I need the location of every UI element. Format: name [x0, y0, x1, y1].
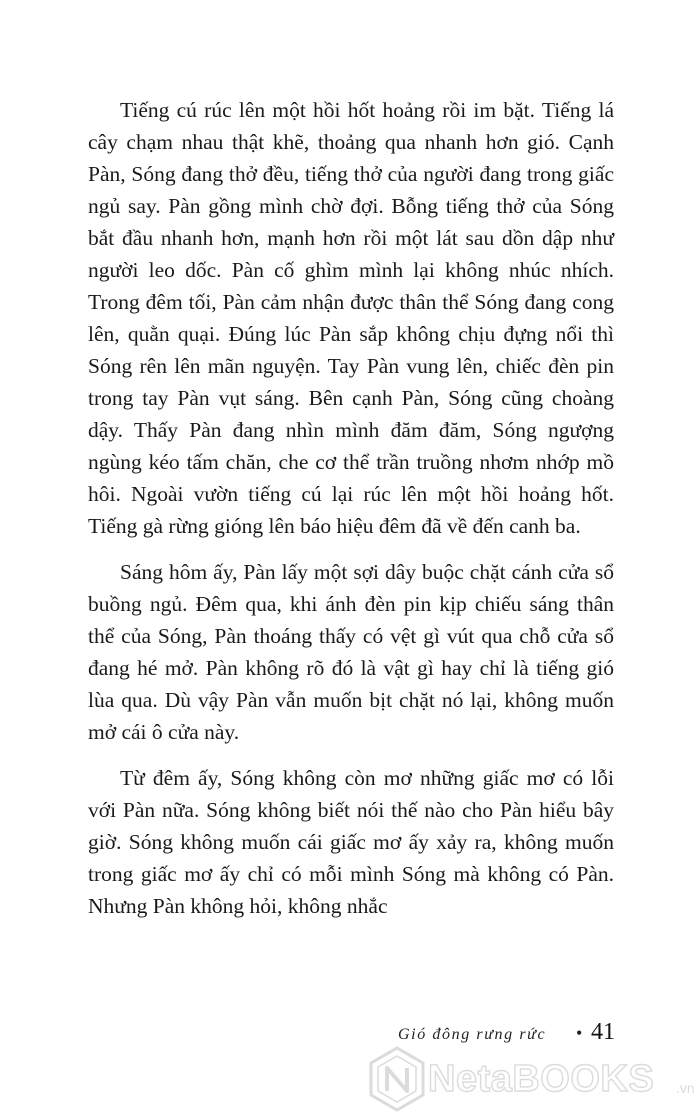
- paragraph-3: Từ đêm ấy, Sóng không còn mơ những giấc mơ có lỗi với Pàn nữa. Sóng không biết nói thế nào cho Pàn hiểu bây giờ. Sóng không muốn cái giấc mơ ấy xảy ra, không muốn trong giấc mơ ấy chỉ có mỗi mình Sóng mà không có Pàn. Nhưng Pàn không hỏi, không nhắc: [88, 766, 614, 918]
- page-number: 41: [591, 1019, 615, 1045]
- running-title: Gió đông rưng rức: [398, 1026, 547, 1043]
- footer-bullet: •: [576, 1023, 583, 1043]
- netabooks-logo-icon: [368, 1046, 426, 1112]
- body-text: [88, 94, 614, 936]
- paragraph-1: Tiếng cú rúc lên một hồi hốt hoảng rồi im bặt. Tiếng lá cây chạm nhau thật khẽ, thoảng qua nhanh hơn gió. Cạnh Pàn, Sóng đang thở đều, tiếng thở của người đang trong giấc ngủ say. Pàn gồng mình chờ đợi. Bỗng tiếng thở của Sóng bắt đầu nhanh hơn, mạnh hơn rồi một lát sau dồn dập như người leo dốc. Pàn cố ghìm mình lại không nhúc nhích. Trong đêm tối, Pàn cảm nhận được thân thể Sóng đang cong lên, quằn quại. Đúng lúc Pàn sắp không chịu đựng nổi thì Sóng rên lên mãn nguyện. Tay Pàn vung lên, chiếc đèn pin trong tay Pàn vụt sáng. Bên cạnh Pàn, Sóng cũng choàng dậy. Thấy Pàn đang nhìn mình đăm đăm, Sóng ngượng ngùng kéo tấm chăn, che cơ thể trần truồng nhơm nhớp mồ hôi. Ngoài vườn tiếng cú lại rúc lên một hồi hoảng hốt. Tiếng gà rừng gióng lên báo hiệu đêm đã về đến canh ba.: [88, 98, 614, 538]
- paragraph-2: Sáng hôm ấy, Pàn lấy một sợi dây buộc chặt cánh cửa sổ buồng ngủ. Đêm qua, khi ánh đèn pin kịp chiếu sáng thân thể của Sóng, Pàn thoáng thấy có vệt gì vút qua chỗ cửa sổ đang hé mở. Pàn không rõ đó là vật gì hay chỉ là tiếng gió lùa qua. Dù vậy Pàn vẫn muốn bịt chặt nó lại, không muốn mở cái ô cửa này.: [88, 560, 614, 744]
- watermark-suffix: .vn: [676, 1080, 695, 1096]
- watermark: [368, 1046, 698, 1114]
- watermark-text: NetaBOOKS: [428, 1058, 655, 1100]
